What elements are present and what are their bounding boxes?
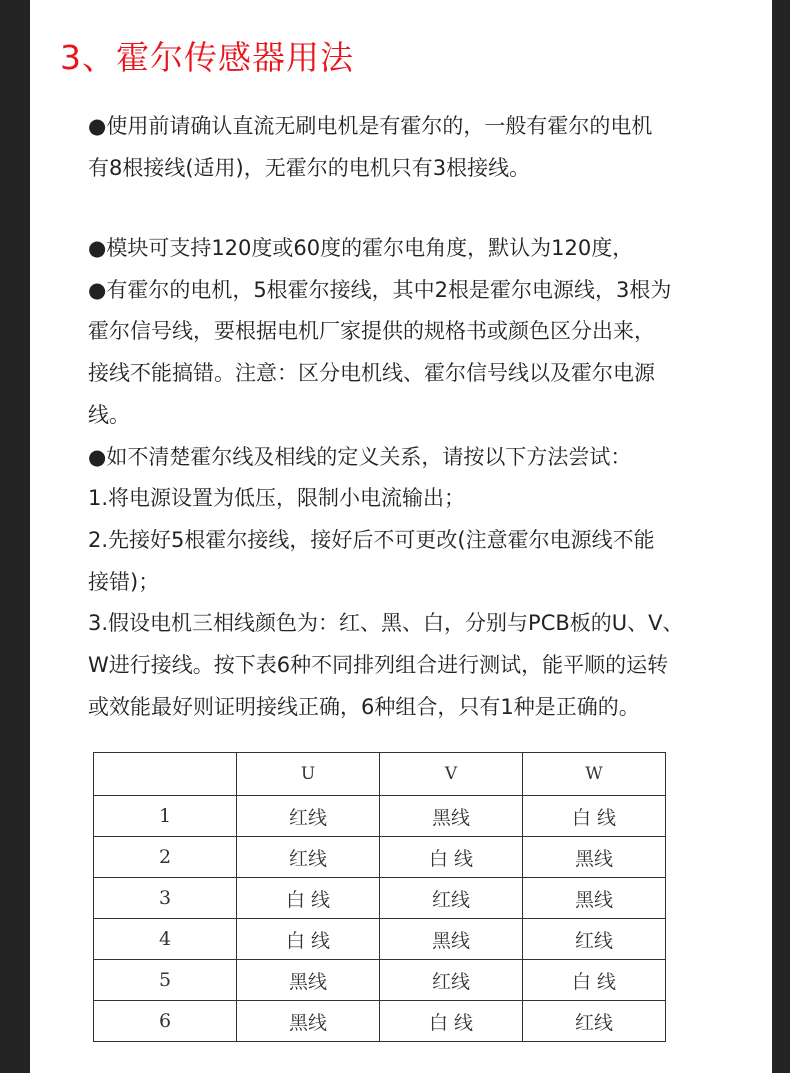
table-cell: 红线 (523, 919, 666, 960)
table-cell: 白 线 (380, 1001, 523, 1042)
text-line: 线。 (88, 402, 130, 427)
table-row (94, 837, 666, 878)
table-cell: 6 (94, 1001, 237, 1042)
text-line: 有8根接线(适用)，无霍尔的电机只有3根接线。 (88, 155, 531, 180)
text-line: 接错)； (88, 569, 160, 594)
table-row (94, 960, 666, 1001)
table-cell: 红线 (380, 878, 523, 919)
table-cell: 红线 (380, 960, 523, 1001)
text-line: 1.将电源设置为低压，限制小电流输出； (88, 486, 466, 511)
text-line: 或效能最好则证明接线正确，6种组合，只有1种是正确的。 (88, 694, 640, 719)
table-cell: 1 (94, 796, 237, 837)
table-cell: V (380, 753, 523, 796)
table-cell: 3 (94, 878, 237, 919)
text-line: ●如不清楚霍尔线及相线的定义关系，请按以下方法尝试： (88, 444, 632, 469)
table-cell: U (237, 753, 380, 796)
text-line: ●有霍尔的电机，5根霍尔接线，其中2根是霍尔电源线，3根为 (88, 277, 672, 302)
table-cell: 黑线 (237, 1001, 380, 1042)
paragraph-instructions (88, 228, 748, 728)
table-cell: 红线 (237, 796, 380, 837)
text-line: W进行接线。按下表6种不同排列组合进行测试，能平顺的运转 (88, 653, 669, 678)
table-cell: W (523, 753, 666, 796)
table-cell: 黑线 (523, 878, 666, 919)
table-cell: 红线 (523, 1001, 666, 1042)
section-title: 3、霍尔传感器用法 (60, 38, 354, 77)
table-cell: 5 (94, 960, 237, 1001)
table-cell: 白 线 (380, 837, 523, 878)
text-line: 霍尔信号线，要根据电机厂家提供的规格书或颜色区分出来， (88, 319, 655, 344)
table-cell: 4 (94, 919, 237, 960)
document-page (30, 0, 772, 1073)
table-cell: 白 线 (237, 919, 380, 960)
table-cell: 黑线 (380, 796, 523, 837)
text-line: 接线不能搞错。注意：区分电机线、霍尔信号线以及霍尔电源 (88, 361, 655, 386)
table-row (94, 796, 666, 837)
table-cell: 白 线 (523, 960, 666, 1001)
table-cell: 2 (94, 837, 237, 878)
table-cell: 红线 (237, 837, 380, 878)
table-row (94, 1001, 666, 1042)
text-line: ●模块可支持120度或60度的霍尔电角度，默认为120度， (88, 236, 634, 260)
table-row (94, 878, 666, 919)
paragraph-intro (88, 106, 748, 189)
table-cell: 黑线 (380, 919, 523, 960)
text-line: 3.假设电机三相线颜色为：红、黑、白，分别与PCB板的U、V、 (88, 611, 684, 636)
table-cell: 黑线 (237, 960, 380, 1001)
table-cell: 白 线 (237, 878, 380, 919)
table-cell (94, 753, 237, 796)
wiring-combination-table (93, 752, 666, 1042)
table-header-row (94, 753, 666, 796)
text-line: ●使用前请确认直流无刷电机是有霍尔的，一般有霍尔的电机 (88, 114, 653, 138)
text-line: 2.先接好5根霍尔接线，接好后不可更改(注意霍尔电源线不能 (88, 527, 655, 552)
table-cell: 白 线 (523, 796, 666, 837)
table-cell: 黑线 (523, 837, 666, 878)
table-row (94, 919, 666, 960)
